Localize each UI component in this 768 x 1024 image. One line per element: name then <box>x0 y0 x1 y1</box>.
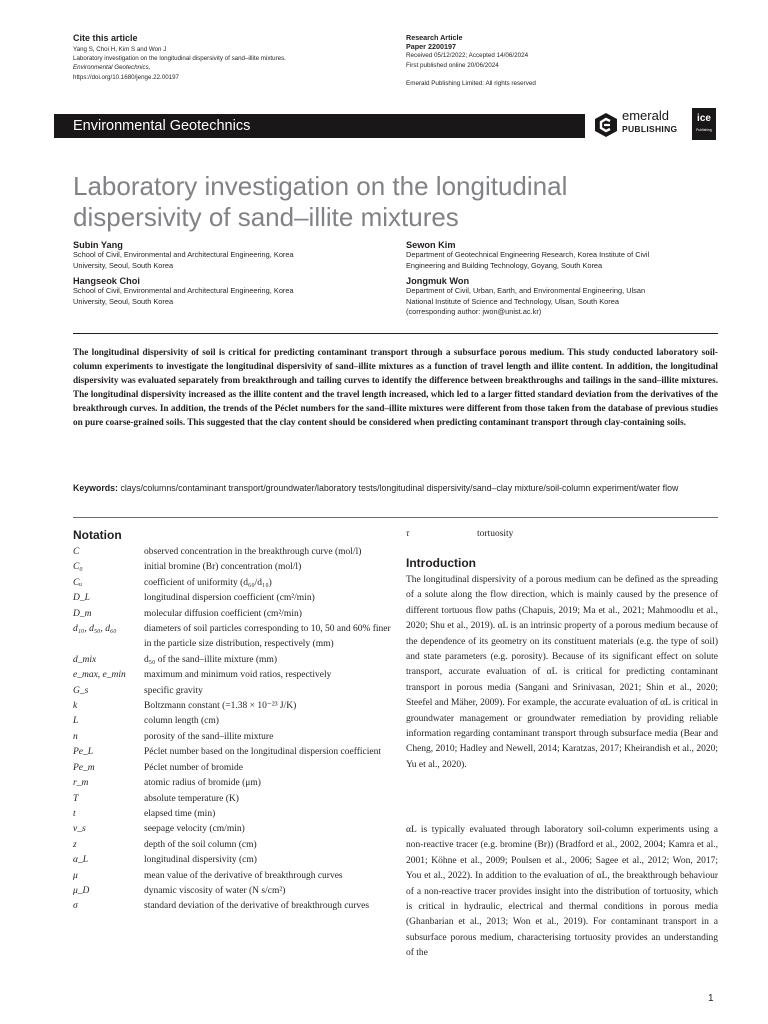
title-line-1: Laboratory investigation on the longitudinal <box>73 171 568 201</box>
notation-definition: depth of the soil column (cm) <box>144 839 257 850</box>
author-4 <box>406 276 721 318</box>
author-affiliation <box>406 250 721 271</box>
notation-row <box>73 776 391 791</box>
notation-row <box>73 607 391 622</box>
keywords-text: clays/columns/contaminant transport/groundwater/laboratory tests/longitudinal dispersivity/sand–clay mixture/soil-column experiment/water flow <box>120 483 679 493</box>
notation-definition: Boltzmann constant (=1.38 × 10⁻²³ J/K) <box>144 701 297 712</box>
author-1 <box>73 240 383 271</box>
title-line-2: dispersivity of sand–illite mixtures <box>73 202 459 232</box>
intro-heading: Introduction <box>406 556 476 570</box>
notation-definition: elapsed time (min) <box>144 808 216 819</box>
notation-definition: standard deviation of the derivative of breakthrough curves <box>144 901 370 912</box>
notation-definition: Péclet number based on the longitudinal dispersion coefficient <box>144 747 381 758</box>
copyright: Emerald Publishing Limited: All rights reserved <box>406 79 536 87</box>
notation-definition: d₅₀ of the sand–illite mixture (mm) <box>144 654 277 665</box>
notation-symbol: τ <box>406 529 410 539</box>
notation-definition: porosity of the sand–illite mixture <box>144 731 274 742</box>
notation-definition: specific gravity <box>144 685 203 696</box>
author-name: Hangseok Choi <box>73 276 140 286</box>
notation-row <box>73 622 391 653</box>
notation-symbol: L <box>73 716 79 727</box>
emerald-logo-icon <box>594 112 618 138</box>
paper-number: Paper 2200197 <box>406 42 456 52</box>
notation-row <box>73 576 391 591</box>
citation-block <box>73 45 373 82</box>
ice-logo-text: ice <box>697 113 711 124</box>
notation-definition: seepage velocity (cm/min) <box>144 824 245 835</box>
notation-row <box>73 761 391 776</box>
notation-symbol: C <box>73 547 80 557</box>
logo-publishing: PUBLISHING <box>622 124 678 134</box>
cite-heading: Cite this article <box>73 33 138 43</box>
aff-line: Department of Civil, Urban, Earth, and Environmental Engineering, Ulsan <box>406 286 646 295</box>
notation-symbol: α_L <box>73 855 89 866</box>
ice-logo <box>692 108 716 140</box>
notation-row <box>73 792 391 807</box>
divider <box>73 333 718 334</box>
notation-symbol: n <box>73 731 78 742</box>
notation-definition: dynamic viscosity of water (N s/cm²) <box>144 885 286 896</box>
aff-line: Department of Geotechnical Engineering Research, Korea Institute of Civil <box>406 250 650 259</box>
notation-row <box>73 838 391 853</box>
notation-symbol: G_s <box>73 685 89 696</box>
aff-line: (corresponding author: jwon@unist.ac.kr) <box>406 307 542 316</box>
notation-symbol: Pe_L <box>73 747 94 758</box>
article-meta <box>406 33 706 88</box>
notation-symbol: t <box>73 808 76 819</box>
notation-symbol: σ <box>73 901 78 912</box>
notation-row <box>73 560 391 575</box>
received-dates: Received 05/12/2022; Accepted 14/06/2024 <box>406 52 529 60</box>
divider <box>73 517 718 518</box>
notation-row <box>73 591 391 606</box>
notation-symbol: z <box>73 839 77 850</box>
article-title <box>73 171 723 233</box>
notation-row <box>73 684 391 699</box>
author-name: Subin Yang <box>73 240 123 250</box>
aff-line: University, Seoul, South Korea <box>73 296 174 306</box>
notation-symbol: d₁₀, d₅₀, d₆₀ <box>73 624 117 635</box>
notation-symbol: e_max, e_min <box>73 670 126 681</box>
author-3 <box>406 240 721 271</box>
notation-row <box>73 745 391 760</box>
notation-symbol: v_s <box>73 824 86 835</box>
notation-symbol: T <box>73 793 79 804</box>
notation-definition: diameters of soil particles corresponding to 10, 50 and 60% finer in the particle size distribution, respectively (mm) <box>144 624 391 650</box>
notation-row <box>73 807 391 822</box>
cite-doi[interactable]: https://doi.org/10.1680/jenge.22.00197 <box>73 73 179 81</box>
notation-row <box>73 884 391 899</box>
notation-symbol: Pe_m <box>73 762 95 773</box>
ice-logo-sub: Publishing <box>696 128 712 132</box>
notation-symbol: d_mix <box>73 654 97 665</box>
aff-line: National Institute of Science and Technology, Ulsan, South Korea <box>406 296 619 306</box>
notation-definition: column length (cm) <box>144 716 219 727</box>
notation-symbol: Cᵤ <box>73 577 83 588</box>
notation-definition: observed concentration in the breakthrough curve (mol/l) <box>144 547 362 557</box>
author-2 <box>73 276 383 307</box>
notation-definition: maximum and minimum void ratios, respectively <box>144 670 332 681</box>
author-name: Sewon Kim <box>406 240 456 250</box>
notation-row <box>73 699 391 714</box>
notation-row <box>73 822 391 837</box>
author-affiliation <box>73 250 383 271</box>
notation-list <box>73 545 391 915</box>
aff-line: Engineering and Building Technology, Goyang, South Korea <box>406 260 603 270</box>
notation-definition: coefficient of uniformity (d₆₀/d₁₀) <box>144 577 272 588</box>
aff-line: University, Seoul, South Korea <box>73 260 174 270</box>
notation-row <box>73 545 391 560</box>
notation-definition: Péclet number of bromide <box>144 762 243 773</box>
journal-name: Environmental Geotechnics <box>73 118 251 134</box>
notation-symbol: C₀ <box>73 562 83 573</box>
notation-row <box>73 653 391 668</box>
notation-row <box>73 730 391 745</box>
author-affiliation <box>73 286 383 307</box>
author-name: Jongmuk Won <box>406 276 470 286</box>
article-type: Research Article <box>406 33 463 42</box>
notation-definition: mean value of the derivative of breakthrough curves <box>144 870 343 881</box>
cite-authors: Yang S, Choi H, Kim S and Won J <box>73 46 167 53</box>
notation-definition: longitudinal dispersivity (cm) <box>144 855 257 866</box>
intro-paragraph-1: The longitudinal dispersivity of a porous medium can be defined as the spreading of a solute along the flow direction, which is mainly caused by the presence of different tortuous flow paths (Chapuis, 2019; Ma et al., 2021; Mahmoodlu et al., 2020; Shu et al., 2019). αL is an intrinsic property of a porous medium because of the dependence of its geometry on its constituent materials (e.g. the type of soil) and state parameters (e.g. porosity). Because of its significant effect on solute transport, accurate evaluation of αL is critical for predicting contaminant transport in porous media (Sangani and Srinivasan, 2021; Shin et al., 2020; Steefel and Mäher, 2009). For example, the accurate evaluation of αL is critical in groundwater management or groundwater remediation by providing reliable information regarding contaminant transport through subsurface media (Bear and Cheng, 2010; Hadley and Newell, 2014; Karatzas, 2017; Kheirandish et al., 2020; Yu et al., 2020). <box>406 575 718 770</box>
notation-tau <box>406 529 706 539</box>
notation-definition: absolute temperature (K) <box>144 793 239 804</box>
notation-row <box>73 899 391 914</box>
author-affiliation <box>406 286 721 318</box>
notation-definition: initial bromine (Br) concentration (mol/l) <box>144 562 302 573</box>
cite-title: Laboratory investigation on the longitudinal dispersivity of sand–illite mixtures. <box>73 55 286 63</box>
notation-row <box>73 853 391 868</box>
notation-definition: longitudinal dispersion coefficient (cm²/min) <box>144 593 315 604</box>
notation-symbol: μ_D <box>73 885 90 896</box>
notation-symbol: D_m <box>73 608 92 619</box>
logo-word: emerald <box>622 108 669 123</box>
notation-row <box>73 869 391 884</box>
intro-paragraph-2: αL is typically evaluated through laboratory soil-column experiments using a non-reactive tracer (e.g. bromine (Br)) (Bradford et al., 2002, 2004; Kamra et al., 2001; Köhne et al., 2009; Poulsen et al., 2006; Sagee et al., 2012; Won, 2017; You et al., 2022). In addition to the evaluation of αL, the breakthrough behaviour of a non-reactive tracer provides insight into the distribution of tortuosity, which is critical in hydraulic, electrical and thermal conditions in porous media (Ghanbarian et al., 2013; Won et al., 2019). For contaminant transport in a subsurface porous medium, characterising tortuosity provides an understanding of the <box>406 825 718 959</box>
aff-line: School of Civil, Environmental and Architectural Engineering, Korea <box>73 286 294 295</box>
notation-heading: Notation <box>73 528 122 542</box>
notation-symbol: μ <box>73 870 78 881</box>
notation-symbol: D_L <box>73 593 90 604</box>
keywords-label: Keywords: <box>73 483 118 493</box>
abstract: The longitudinal dispersivity of soil is critical for predicting contaminant transport through a subsurface porous medium. This study conducted laboratory soil-column experiments to investigate the longitudinal dispersivity of sand–illite mixtures as a function of travel length and illite content. In addition, the longitudinal dispersivity was evaluated separately from breakthrough and tailing curves to identify the difference between breakthroughs and tailings in the sand–illite mixtures. The longitudinal dispersivity increased as the illite content and the travel length increased, which led to a larger fitted standard deviation from the derivatives of the breakthrough curves. In addition, the trends of the Péclet numbers for the sand–illite mixtures were different from those taken from the database of previous studies on pure coarse-grained soils. This suggested that the clay content should be considered when predicting contaminant transport through clay-containing soils. <box>73 347 718 427</box>
notation-symbol: r_m <box>73 778 89 789</box>
notation-definition: molecular diffusion coefficient (cm²/min) <box>144 608 302 619</box>
cite-journal: Environmental Geotechnics, <box>73 64 151 72</box>
notation-definition: tortuosity <box>477 529 514 539</box>
notation-definition: atomic radius of bromide (μm) <box>144 778 261 789</box>
keywords <box>73 482 718 495</box>
aff-line: School of Civil, Environmental and Architectural Engineering, Korea <box>73 250 294 259</box>
notation-row <box>73 714 391 729</box>
notation-symbol: k <box>73 701 78 712</box>
published-date: First published online 20/06/2024 <box>406 61 499 69</box>
notation-row <box>73 668 391 683</box>
page-number: 1 <box>708 993 714 1004</box>
